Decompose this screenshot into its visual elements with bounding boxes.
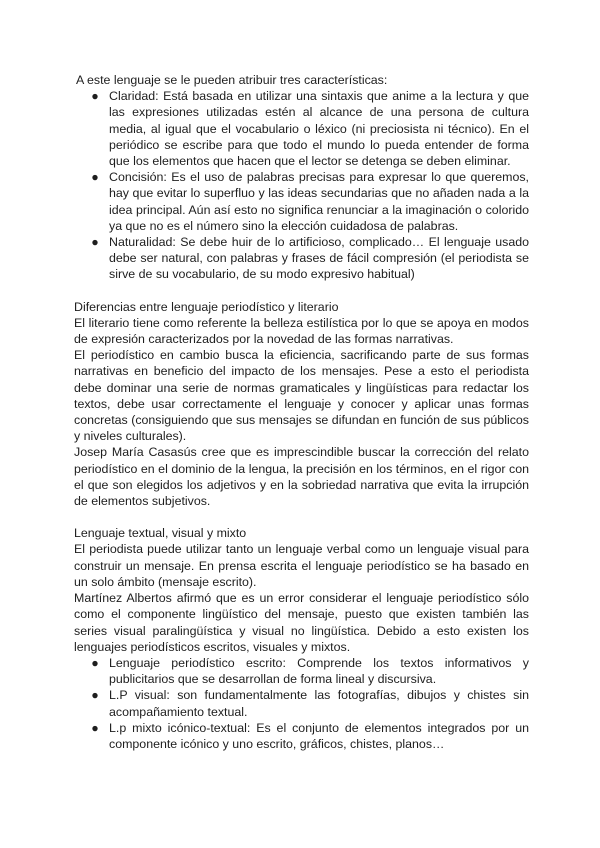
characteristics-list [74, 88, 529, 282]
list-item-mixto [91, 720, 529, 752]
spacer [74, 283, 529, 299]
list-item-text: L.P visual: son fundamentalmente las fotografías, dibujos y chistes sin acompañamiento textual. [109, 688, 529, 719]
list-item-text: Naturalidad: Se debe huir de lo artificioso, complicado… El lenguaje usado debe ser natural, con palabras y frases de fácil compresión (el periodista se sirve de su vocabulario, de su modo expresivo habitual) [109, 235, 529, 282]
paragraph-martinez: Martínez Albertos afirmó que es un error considerar el lenguaje periodístico sólo como el componente lingüístico del mensaje, puesto que existen también las series visual paralingüística y visual no lingüística. Debido a esto existen los lenguajes periodísticos escritos, visuales y mixtos. [74, 591, 529, 654]
paragraph-periodista: El periodista puede utilizar tanto un lenguaje verbal como un lenguaje visual para construir un mensaje. En prensa escrita el lenguaje periodístico se ha basado en un solo ámbito (mensaje escrito). [74, 542, 529, 589]
bullet-icon: ● [91, 688, 99, 703]
bullet-icon: ● [91, 89, 99, 104]
list-item-text: Concisión: Es el uso de palabras precisas para expresar lo que queremos, hay que evitar lo superfluo y las ideas secundarias que no añaden nada a la idea principal. Aún así esto no significa renunciar a la imaginación o colorido ya que no es el número sino la elección cuidadosa de palabras. [109, 170, 529, 233]
bullet-icon: ● [91, 720, 99, 735]
list-item-text: Lenguaje periodístico escrito: Comprende los textos informativos y publicitarios que se desarrollan de forma lineal y discursiva. [109, 655, 529, 687]
intro-text: A este lenguaje se le pueden atribuir tres características: [76, 73, 388, 87]
language-types-list [74, 655, 529, 752]
paragraph-casasus: Josep María Casasús cree que es imprescindible buscar la corrección del relato periodístico en el dominio de la lengua, la precisión en los términos, en el rigor con el que son elegidos los adjetivos y en la sobriedad narrativa que evita la irrupción de elementos subjetivos. [74, 445, 529, 509]
list-item-text: Claridad: Está basada en utilizar una sintaxis que anime a la lectura y que las expresiones utilizadas estén al alcance de una persona de cultura media, al igual que el vocabulario o léxico (ni preciosista ni técnico). En el periódico se escribe para que todo el mundo lo pueda entender de forma que los elementos que hacen que el lector se detenga se deben eliminar. [109, 89, 529, 169]
section-heading-diferencias: Diferencias entre lenguaje periodístico y literario [74, 299, 339, 314]
list-item-claridad [91, 88, 529, 169]
spacer [74, 509, 529, 525]
list-item-visual [91, 687, 529, 719]
section-heading-lenguaje: Lenguaje textual, visual y mixto [74, 526, 247, 541]
bullet-icon: ● [91, 655, 99, 670]
bullet-icon: ● [91, 170, 99, 185]
paragraph-literario: El literario tiene como referente la belleza estilística por lo que se apoya en modos de expresión caracterizados por la novedad de las formas narrativas. [74, 315, 529, 347]
list-item-concision [91, 169, 529, 234]
bullet-icon: ● [91, 235, 99, 250]
paragraph-periodistico: El periodístico en cambio busca la eficiencia, sacrificando parte de sus formas narrativas en beneficio del impacto de los mensajes. Pese a esto el periodista debe dominar una serie de normas gramaticales y lingüísticas para redactar los textos, debe usar correctamente el lenguaje y conocer y aplicar unas formas concretas (consiguiendo que sus mensajes se difundan en función de sus públicos y niveles culturales). [74, 348, 529, 444]
list-item-escrito [91, 655, 529, 687]
list-item-text: L.p mixto icónico-textual: Es el conjunto de elementos integrados por un componente icónico y uno escrito, gráficos, chistes, planos… [109, 720, 529, 751]
document-page [74, 72, 529, 752]
list-item-naturalidad [91, 234, 529, 283]
